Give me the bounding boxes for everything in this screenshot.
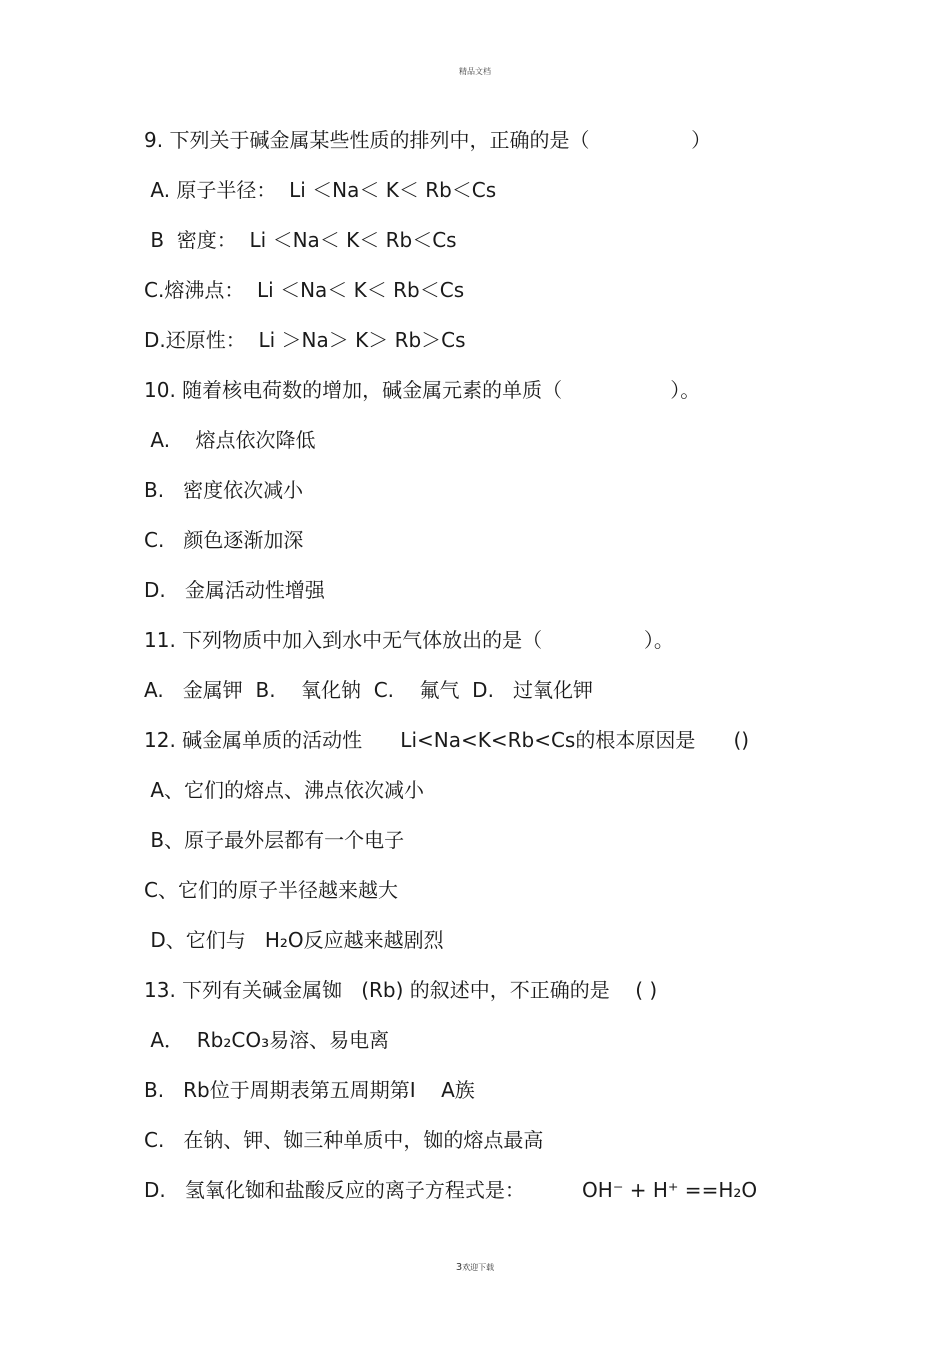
question-10-option-a: A. 熔点依次降低 xyxy=(144,428,316,452)
question-11-options: A. 金属钾 B. 氧化钠 C. 氟气 D. 过氧化钾 xyxy=(144,678,593,702)
question-10-option-c: C. 颜色逐渐加深 xyxy=(144,528,304,552)
question-12-option-a: A、它们的熔点、沸点依次减小 xyxy=(144,778,425,802)
footer-text: 欢迎下载 xyxy=(462,1263,495,1272)
question-13-option-d: D. 氢氧化铷和盐酸反应的离子方程式是： OH⁻ + H⁺ ==H₂O xyxy=(144,1178,758,1202)
question-9-option-c: C.熔沸点： Li ＜Na＜ K＜ Rb＜Cs xyxy=(144,278,465,302)
question-9-option-a: A. 原子半径： Li ＜Na＜ K＜ Rb＜Cs xyxy=(144,178,497,202)
question-12-option-b: B、原子最外层都有一个电子 xyxy=(144,828,405,852)
question-12-stem: 12. 碱金属单质的活动性 Li<Na<K<Rb<Cs的根本原因是 () xyxy=(144,728,750,752)
question-9-option-b: B 密度： Li ＜Na＜ K＜ Rb＜Cs xyxy=(144,228,457,252)
question-10-option-b: B. 密度依次减小 xyxy=(144,478,304,502)
question-12-option-d: D、它们与 H₂O反应越来越剧烈 xyxy=(144,928,444,952)
page-footer xyxy=(0,1262,950,1273)
question-12-option-c: C、它们的原子半径越来越大 xyxy=(144,878,398,902)
question-13-option-b: B. Rb位于周期表第五周期第Ⅰ A族 xyxy=(144,1078,475,1102)
question-10-stem: 10. 随着核电荷数的增加，碱金属元素的单质（ ）。 xyxy=(144,378,701,402)
question-9-stem: 9. 下列关于碱金属某些性质的排列中，正确的是（ ） xyxy=(144,128,712,152)
question-11-stem: 11. 下列物质中加入到水中无气体放出的是（ ）。 xyxy=(144,628,674,652)
question-13-stem: 13. 下列有关碱金属铷 (Rb) 的叙述中，不正确的是 ( ) xyxy=(144,978,658,1002)
page-header: 精品文档 xyxy=(459,67,491,76)
question-10-option-d: D. 金属活动性增强 xyxy=(144,578,325,602)
page-number: 3 xyxy=(455,1262,463,1273)
question-13-option-a: A． Rb₂CO₃易溶、易电离 xyxy=(144,1028,390,1052)
question-9-option-d: D.还原性： Li ＞Na＞ K＞ Rb＞Cs xyxy=(144,328,466,352)
question-13-option-c: C. 在钠、钾、铷三种单质中，铷的熔点最高 xyxy=(144,1128,544,1152)
